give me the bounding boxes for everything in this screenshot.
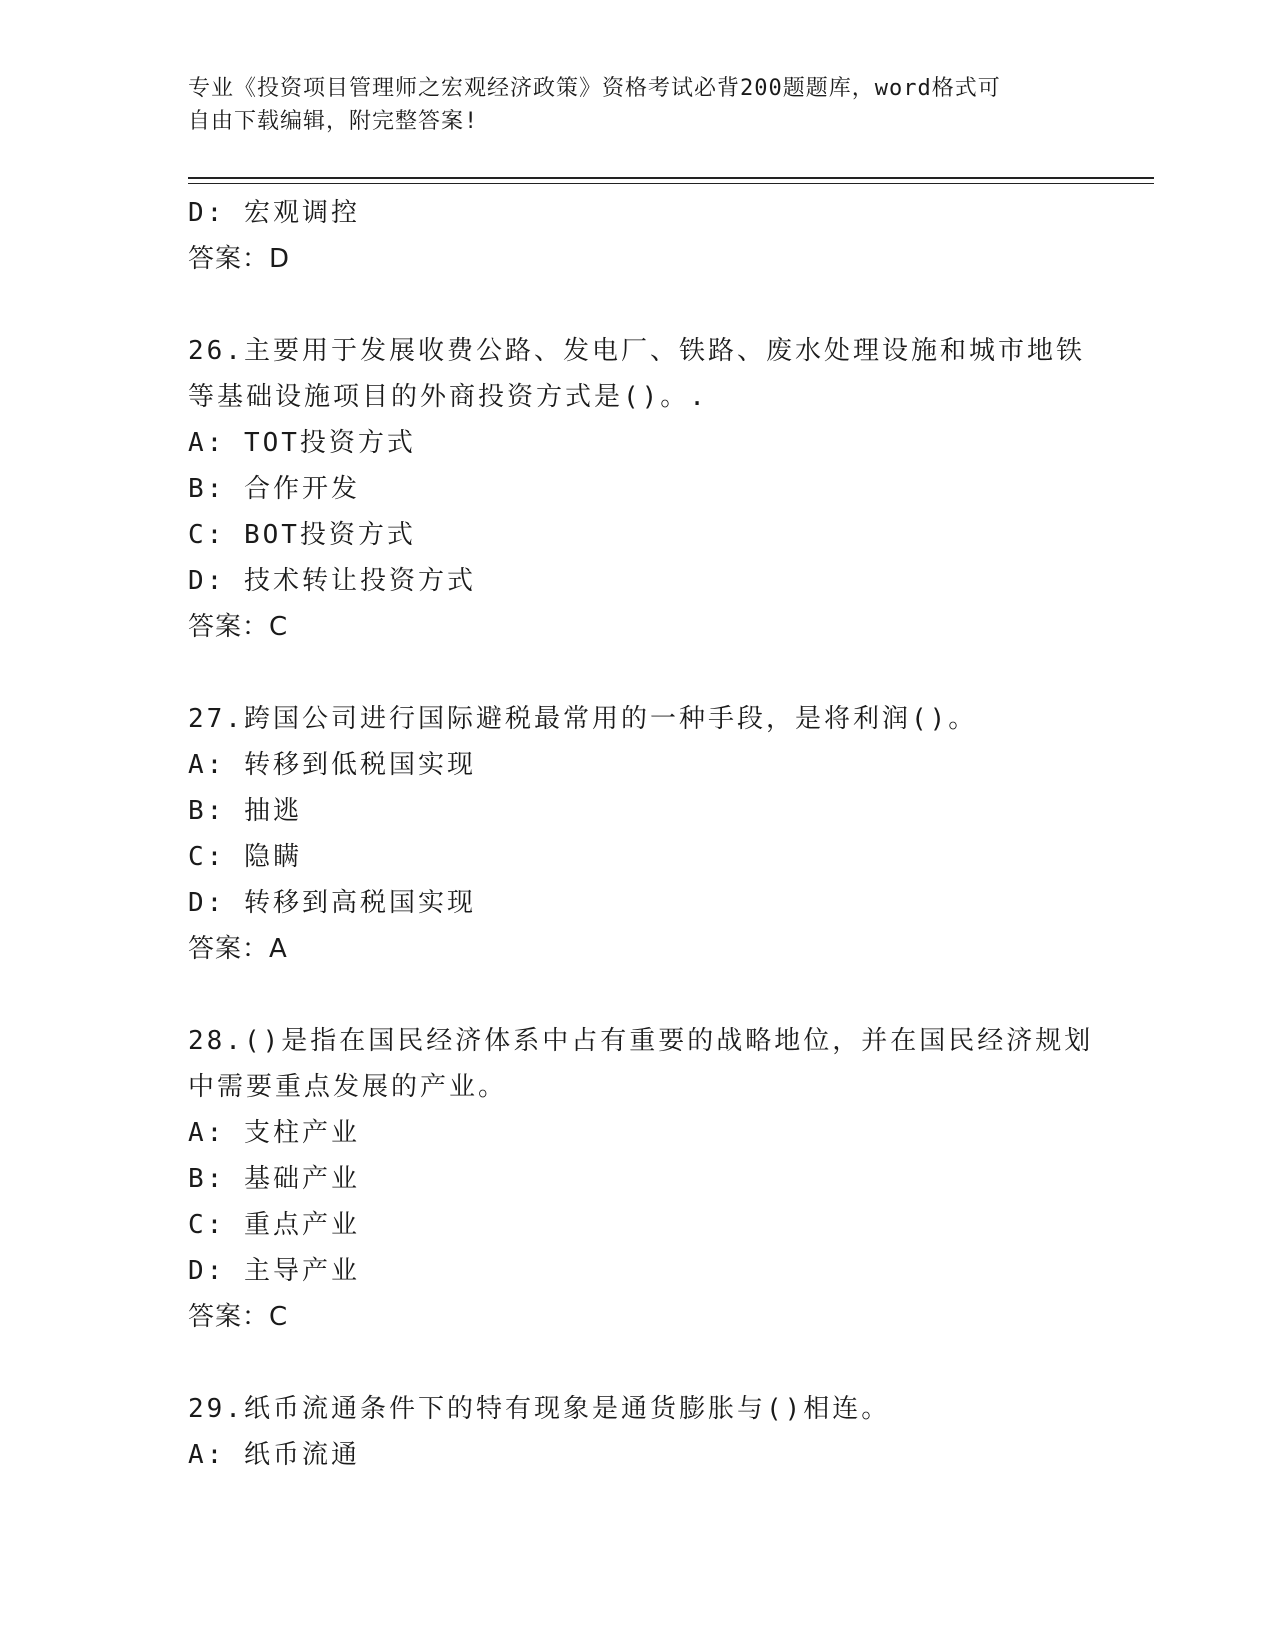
- header-divider-thick: [188, 177, 1154, 179]
- header-divider-thin: [188, 183, 1154, 184]
- header-title-line-1: 专业《投资项目管理师之宏观经济政策》资格考试必背200题题库，word格式可: [188, 76, 1001, 101]
- option-a: A: 支柱产业: [188, 1118, 360, 1148]
- question-stem: 中需要重点发展的产业。: [188, 1072, 508, 1102]
- answer-line: 答案：C: [188, 1302, 289, 1332]
- option-b: B: 合作开发: [188, 474, 360, 504]
- answer-line: 答案：D: [188, 244, 291, 274]
- question-stem: 27.跨国公司进行国际避税最常用的一种手段，是将利润()。: [188, 704, 978, 734]
- question-stem: 等基础设施项目的外商投资方式是()。.: [188, 382, 708, 412]
- question-stem: 26.主要用于发展收费公路、发电厂、铁路、废水处理设施和城市地铁: [188, 336, 1085, 366]
- question-stem: 29.纸币流通条件下的特有现象是通货膨胀与()相连。: [188, 1394, 891, 1424]
- option-a: A: TOT投资方式: [188, 428, 416, 458]
- option-a: A: 纸币流通: [188, 1440, 360, 1470]
- option-c: C: 隐瞒: [188, 842, 302, 872]
- question-28: [188, 1018, 1094, 1340]
- answer-line: 答案：C: [188, 612, 289, 642]
- option-b: B: 基础产业: [188, 1164, 360, 1194]
- option-c: C: 重点产业: [188, 1210, 360, 1240]
- question-stem: 28.()是指在国民经济体系中占有重要的战略地位，并在国民经济规划: [188, 1026, 1094, 1056]
- option-d: D: 技术转让投资方式: [188, 566, 476, 596]
- question-content: [188, 190, 1094, 1478]
- option-b: B: 抽逃: [188, 796, 302, 826]
- option-d: D: 宏观调控: [188, 198, 360, 228]
- document-header: [188, 72, 1068, 138]
- question-27: [188, 696, 1088, 972]
- option-a: A: 转移到低税国实现: [188, 750, 476, 780]
- question-26: [188, 328, 1088, 650]
- header-title-line-2: 自由下载编辑，附完整答案!: [188, 109, 479, 134]
- option-d: D: 主导产业: [188, 1256, 360, 1286]
- option-c: C: BOT投资方式: [188, 520, 416, 550]
- option-d: D: 转移到高税国实现: [188, 888, 476, 918]
- answer-line: 答案：A: [188, 934, 288, 964]
- question-29: [188, 1386, 1088, 1478]
